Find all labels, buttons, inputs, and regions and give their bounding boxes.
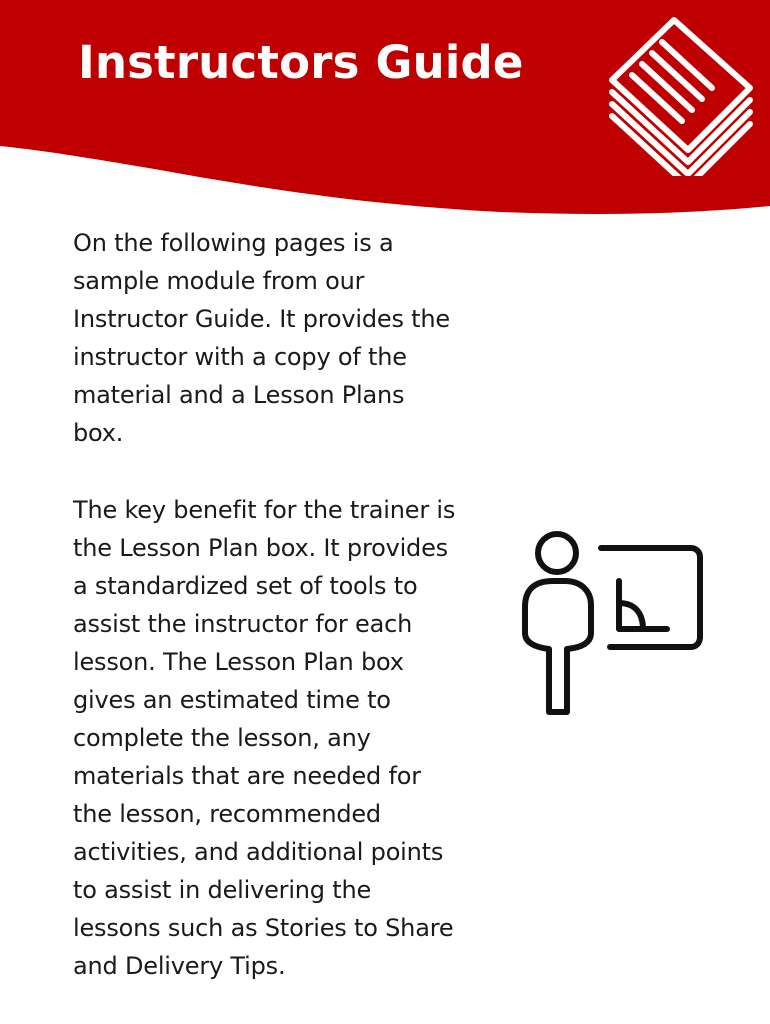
- paragraph-line: On the following pages is a: [73, 229, 394, 257]
- paragraph-line: and Delivery Tips.: [73, 952, 286, 980]
- paragraph-line: materials that are needed for: [73, 762, 421, 790]
- paragraph-line: sample module from our: [73, 267, 365, 295]
- intro-paragraph: [73, 224, 493, 452]
- paragraph-line: a standardized set of tools to: [73, 572, 418, 600]
- page-title: Instructors Guide: [78, 36, 524, 89]
- instructor-at-board-icon: [515, 525, 710, 720]
- paragraph-line: instructor with a copy of the: [73, 343, 407, 371]
- paragraph-line: activities, and additional points: [73, 838, 444, 866]
- stacked-papers-icon: [606, 16, 756, 176]
- paragraph-line: box.: [73, 419, 124, 447]
- paragraph-line: lessons such as Stories to Share: [73, 914, 454, 942]
- paragraph-line: to assist in delivering the: [73, 876, 372, 904]
- paragraph-line: gives an estimated time to: [73, 686, 391, 714]
- paragraph-line: the Lesson Plan box. It provides: [73, 534, 448, 562]
- paragraph-line: lesson. The Lesson Plan box: [73, 648, 404, 676]
- paragraph-line: Instructor Guide. It provides the: [73, 305, 450, 333]
- paragraph-line: assist the instructor for each: [73, 610, 413, 638]
- benefit-paragraph: [73, 491, 493, 985]
- paragraph-line: complete the lesson, any: [73, 724, 371, 752]
- paragraph-line: The key benefit for the trainer is: [73, 496, 456, 524]
- paragraph-line: material and a Lesson Plans: [73, 381, 405, 409]
- paragraph-line: the lesson, recommended: [73, 800, 381, 828]
